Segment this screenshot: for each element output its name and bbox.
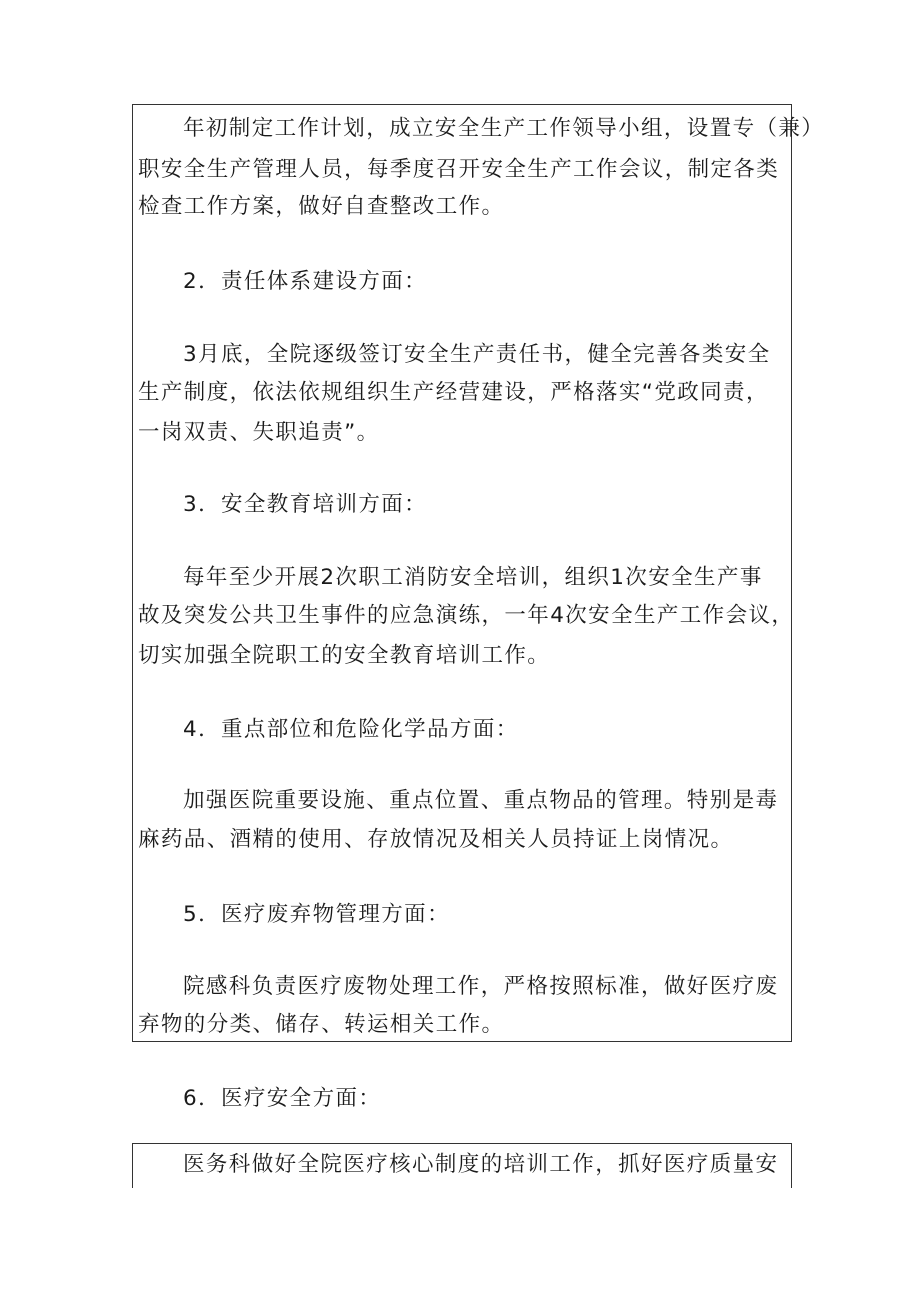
section-heading-6: 6．医疗安全方面：	[183, 1086, 382, 1111]
paragraph-line: 职安全生产管理人员，每季度召开安全生产工作会议，制定各类	[138, 157, 780, 182]
section-heading-2: 2．责任体系建设方面：	[183, 269, 428, 294]
section-heading-5: 5．医疗废弃物管理方面：	[183, 902, 450, 927]
section-heading-3: 3．安全教育培训方面：	[183, 492, 428, 517]
paragraph-line: 生产制度，依法依规组织生产经营建设，严格落实“党政同责，	[138, 380, 769, 405]
paragraph-line: 一岗双责、失职追责”。	[138, 420, 380, 445]
paragraph-line: 弃物的分类、储存、转运相关工作。	[138, 1012, 505, 1037]
section-heading-4: 4．重点部位和危险化学品方面：	[183, 717, 519, 742]
paragraph-line: 麻药品、酒精的使用、存放情况及相关人员持证上岗情况。	[138, 827, 734, 852]
paragraph-line: 切实加强全院职工的安全教育培训工作。	[138, 643, 551, 668]
paragraph-line: 每年至少开展2次职工消防安全培训，组织1次安全生产事	[183, 565, 763, 590]
paragraph-line: 加强医院重要设施、重点位置、重点物品的管理。特别是毒	[183, 788, 779, 813]
paragraph-line: 故及突发公共卫生事件的应急演练，一年4次安全生产工作会议，	[138, 603, 795, 628]
paragraph-line: 3月底，全院逐级签订安全生产责任书，健全完善各类安全	[183, 342, 771, 367]
paragraph-line: 检查工作方案，做好自查整改工作。	[138, 194, 505, 219]
paragraph-line: 年初制定工作计划，成立安全生产工作领导小组，设置专（兼）	[183, 116, 825, 141]
paragraph-line: 院感科负责医疗废物处理工作，严格按照标准，做好医疗废	[183, 974, 779, 999]
paragraph-line: 医务科做好全院医疗核心制度的培训工作，抓好医疗质量安	[183, 1152, 779, 1177]
